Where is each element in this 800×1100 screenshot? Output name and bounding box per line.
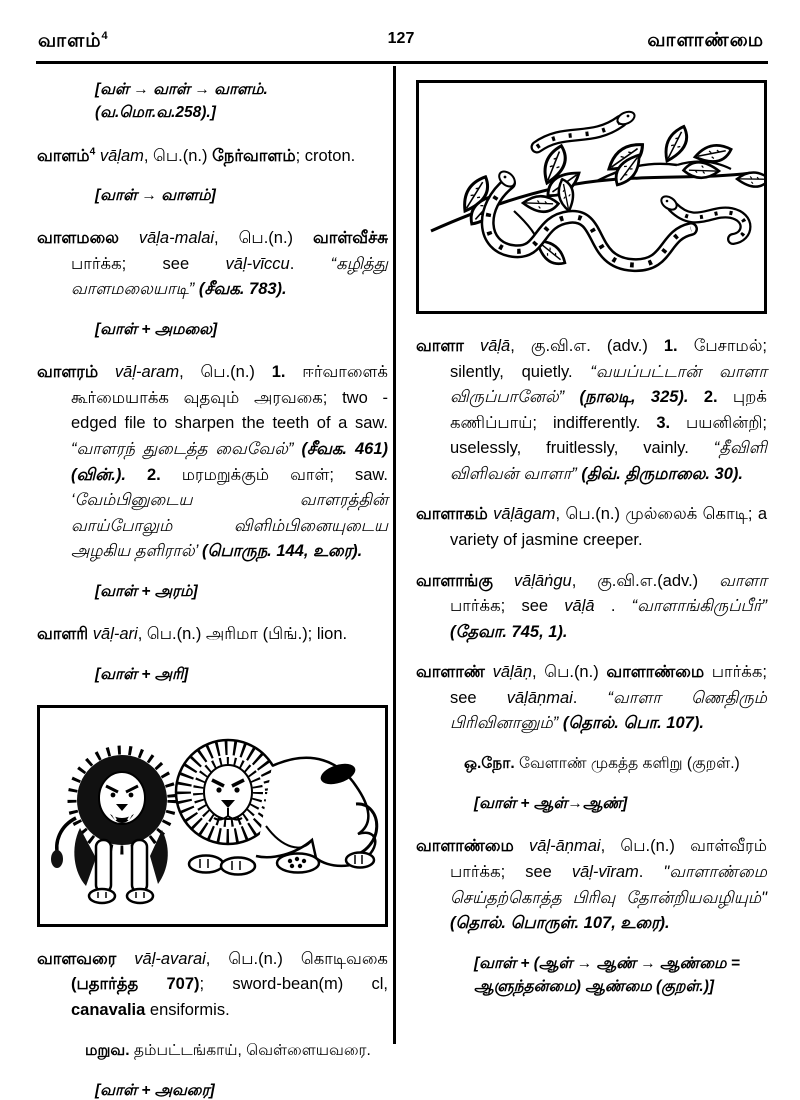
text-run: வாளரி <box>37 625 93 643</box>
text-run: வாளாண்மை <box>606 663 705 682</box>
dict-entry <box>416 569 767 646</box>
note-line <box>416 752 767 775</box>
dict-entry <box>37 622 388 648</box>
text-run: பார்க்க; see <box>450 597 565 616</box>
text-run: , பெ.(n.) <box>143 146 213 165</box>
reclining-lion <box>176 740 377 875</box>
text-run: vāḷā <box>564 597 595 616</box>
text-run: “கழித்து வாளமலையாடி” <box>71 254 388 299</box>
text-run: ensiformis. <box>145 1000 230 1019</box>
text-run: , பெ.(n.) <box>532 663 607 682</box>
text-run: vāḷāṇ <box>492 663 533 682</box>
text-run: வாளா <box>416 337 480 355</box>
etymology-line <box>416 792 767 815</box>
text-run: நேர்வாளம் <box>212 146 296 165</box>
right-column <box>416 74 767 1100</box>
text-run: பேசாமல்; silently, quietly. <box>450 337 767 381</box>
text-run: வாள்வீச்சு <box>312 229 388 248</box>
text-run: , பெ.(n.) கொடிவகை <box>205 949 388 968</box>
text-run: [வாள் + ஆள்→ஆண்] <box>474 795 628 813</box>
snakes-on-branch-drawing <box>419 83 764 311</box>
text-run: வாளம் <box>37 146 90 165</box>
text-run: [வாள் + அரி] <box>95 665 189 683</box>
text-run: vāḷāgam <box>493 505 556 524</box>
text-run: vāḷ-ari <box>92 625 138 643</box>
text-run: , பெ.(n.) வாள்வீரம் பார்க்க; see <box>450 837 767 881</box>
text-run: vāḷ-aram <box>114 363 180 382</box>
running-head-right: வாளாண்மை <box>647 30 764 52</box>
text-run: 1. <box>271 363 303 382</box>
text-run: 1. <box>663 337 694 355</box>
header-rule <box>36 61 768 64</box>
text-run: புறக் கணிப்பாய்; indifferently. <box>450 388 767 432</box>
text-run: , கு.வி.எ. (adv.) <box>510 337 664 355</box>
text-run: [வாள் → வாளம்] <box>95 187 216 205</box>
text-run: vāḷāṅgu <box>513 571 572 590</box>
text-run: பார்க்க; see <box>71 254 226 273</box>
text-run: “வாளாங்கிருப்பீர்” <box>631 597 767 616</box>
etymology-line <box>37 318 388 341</box>
left-column <box>37 74 388 1100</box>
text-run: [வாள் + அவரை] <box>95 1081 215 1099</box>
text-run: “வாளா ணெதிரும் பிரிவினானும்” <box>450 688 768 733</box>
etymology-line <box>37 1079 388 1100</box>
text-run: வாளவரை <box>37 949 135 968</box>
text-run: வாளாங்கு <box>416 571 514 590</box>
text-run: (திவ். திருமாலை. 30). <box>581 464 743 483</box>
text-run: vāḷā <box>479 337 511 355</box>
text-run: ; croton. <box>295 146 356 165</box>
text-run: வேளாண் முகத்த களிறு (குறள்.) <box>518 754 740 772</box>
text-run: , பெ.(n.) அரிமா (பிங்.); lion. <box>137 625 348 643</box>
text-run: (தொல். பொ. 107). <box>562 714 704 733</box>
text-run: [வள் → வாள் → வாளம். (வ.மொ.வ.258).] <box>95 81 268 122</box>
text-run: ‘வேம்பினுடைய வாளரத்தின் வாய்போலும் விளிம்பினையுடைய அழகிய தளிரால்’ <box>71 491 388 561</box>
text-run: ஈர்வாளைக் கூர்மையாக்க வுதவும் அரவகை; two - edged file to sharpen the teeth of a saw. <box>71 363 388 433</box>
running-head-left-superscript: 4 <box>101 30 109 42</box>
text-run: வாளாண் <box>416 663 493 682</box>
text-run: வாளாகம் <box>416 505 494 524</box>
text-run: 3. <box>656 413 687 432</box>
text-run: . <box>594 597 632 616</box>
text-run: “வாளரந் துடைத்த வைவேல்” <box>71 439 302 458</box>
text-columns <box>37 74 767 1100</box>
text-run: [வாள் + அரம்] <box>95 582 198 600</box>
text-run: 2. <box>703 388 733 407</box>
etymology-line <box>416 952 767 999</box>
text-run: vāḷam <box>99 146 144 165</box>
snakes-illustration <box>416 80 767 314</box>
dict-entry <box>37 144 388 170</box>
text-run: vāḷāṇmai <box>506 688 573 707</box>
text-run: (சீவக. 783). <box>198 280 287 299</box>
text-run: [வாள் + அமலை] <box>95 321 218 338</box>
text-run: (நாலடி, 325). <box>579 388 704 407</box>
text-run: “வயப்பட்டான் வாளா விருப்பானேல்” <box>450 362 767 407</box>
standing-lion <box>51 750 172 903</box>
text-run: (பொருந. 144, உரை). <box>202 542 363 561</box>
page-header <box>38 30 764 54</box>
text-run: canavalia <box>71 1000 146 1019</box>
dict-entry <box>416 660 767 737</box>
running-head-left-word: வாளம் <box>38 30 102 52</box>
text-run: 2. <box>146 465 182 484</box>
two-lions-drawing <box>40 708 385 924</box>
dict-entry <box>37 360 388 565</box>
text-run: (தொல். பொருள். 107, உரை). <box>450 914 670 933</box>
lions-illustration <box>37 705 388 927</box>
text-run: பயனின்றி; uselessly, fruitlessly, vainly. <box>450 413 767 458</box>
dict-entry <box>416 834 767 936</box>
text-run: ஒ.நோ. <box>464 754 519 772</box>
dict-entry <box>37 226 388 303</box>
dict-entry <box>416 502 767 553</box>
text-run: vāḷ-vīram <box>571 862 639 881</box>
dict-entry <box>37 947 388 1024</box>
note-line <box>37 1039 388 1062</box>
text-run: , பெ.(n.) <box>214 229 313 248</box>
text-run: . <box>289 254 331 273</box>
text-run: [வாள் + (ஆள் → ஆண் → ஆண்மை = ஆளுந்தன்மை) ஆண்மை (குறள்.)] <box>474 954 740 995</box>
etymology-line <box>37 184 388 207</box>
etymology-line <box>37 78 388 125</box>
text-run: , பெ.(n.) <box>179 363 272 382</box>
dict-entry <box>416 334 767 487</box>
text-run: (சீவக. 461) (வின்.). <box>71 439 389 484</box>
text-run: வாளரம் <box>37 363 115 382</box>
text-run: vāḷ-āṇmai <box>529 837 601 856</box>
text-run: வாளா <box>719 571 768 590</box>
text-run: பார்க்க; see <box>450 663 767 707</box>
text-run: (தேவா. 745, 1). <box>450 622 568 641</box>
text-run: மறுவ. <box>85 1041 134 1059</box>
text-run: vāḷa-malai <box>138 229 215 248</box>
text-run: . <box>638 862 664 881</box>
text-run: vāḷ-vīccu <box>225 254 290 273</box>
text-run: மரமறுக்கும் வாள்; saw. <box>181 465 388 484</box>
text-run: தம்பட்டங்காய், வெள்ளையவரை. <box>133 1041 371 1059</box>
text-run: வாளமலை <box>37 229 139 248</box>
text-run: , கு.வி.எ.(adv.) <box>571 571 720 590</box>
etymology-line <box>37 580 388 603</box>
text-run: “தீவிளி விளிவன் வாளா” <box>450 439 767 483</box>
text-run: "வாளாண்மை செய்தற்கொத்த பிரிவு தோன்றியவழியும்" <box>450 862 768 907</box>
text-run: 4 <box>89 146 96 157</box>
text-run: . <box>572 688 608 707</box>
text-run: வாளாண்மை <box>416 837 530 856</box>
text-run: ; sword-bean(m) cl, <box>199 975 388 994</box>
text-run: , பெ.(n.) முல்லைக் கொடி; a variety of jasmine creeper. <box>450 505 768 549</box>
page-number: 127 <box>387 30 415 47</box>
text-run: (பதார்த்த 707) <box>71 975 200 994</box>
etymology-line <box>37 663 388 686</box>
text-run: vāḷ-avarai <box>134 949 206 968</box>
